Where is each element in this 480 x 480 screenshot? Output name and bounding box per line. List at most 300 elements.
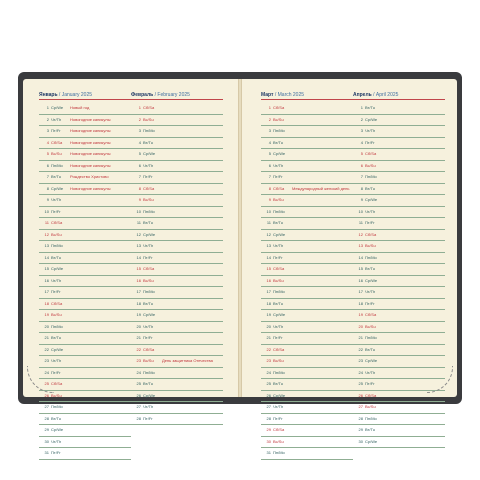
day-row — [39, 310, 131, 322]
day-row — [353, 253, 445, 265]
weekday-label: Ср/We — [51, 185, 64, 191]
day-row — [353, 276, 445, 288]
day-number: 6 — [46, 162, 49, 168]
day-number: 14 — [266, 254, 271, 260]
month-title-ru: Январь — [39, 92, 58, 98]
day-row — [353, 241, 445, 253]
day-row — [261, 276, 353, 288]
weekday-label: Сб/Sa — [143, 105, 155, 110]
day-number: 12 — [136, 231, 141, 237]
month-april — [353, 91, 445, 448]
holiday-note: Новогодние каникулы — [70, 151, 111, 156]
weekday-label: Чт/Th — [273, 162, 284, 168]
day-row — [39, 103, 131, 115]
day-row — [261, 310, 353, 322]
day-number: 11 — [358, 220, 363, 225]
weekday-label: Чт/Th — [365, 208, 376, 214]
day-row — [131, 126, 223, 138]
day-number: 27 — [136, 404, 141, 409]
day-number: 29 — [358, 427, 363, 432]
weekday-label: Ср/We — [143, 231, 156, 237]
day-row — [261, 115, 353, 127]
day-number: 3 — [268, 128, 271, 133]
day-row — [39, 241, 131, 253]
day-row — [39, 115, 131, 127]
day-row — [261, 425, 353, 437]
weekday-label: Чт/Th — [273, 404, 284, 409]
weekday-label: Чт/Th — [51, 116, 62, 122]
weekday-label: Вс/Su — [143, 116, 154, 122]
day-row — [353, 218, 445, 230]
day-number: 31 — [266, 450, 271, 455]
holiday-note: Рождество Христово — [70, 174, 109, 179]
day-row — [261, 184, 353, 196]
day-row — [353, 437, 445, 449]
day-row — [261, 368, 353, 380]
day-number: 6 — [138, 162, 141, 168]
day-row — [39, 299, 131, 311]
day-number: 2 — [268, 116, 271, 122]
weekday-label: Сб/Sa — [51, 300, 63, 306]
weekday-label: Сб/Sa — [273, 427, 285, 432]
weekday-label: Пн/Mo — [143, 128, 155, 133]
day-row — [131, 253, 223, 265]
weekday-label: Сб/Sa — [273, 346, 285, 352]
weekday-label: Вс/Su — [273, 116, 284, 122]
day-number: 23 — [266, 358, 271, 363]
weekday-label: Вт/Tu — [273, 139, 283, 145]
weekday-label: Ср/We — [273, 312, 286, 317]
day-row — [131, 322, 223, 334]
day-row — [261, 138, 353, 150]
weekday-label: Вс/Su — [143, 358, 154, 363]
day-number: 22 — [44, 346, 49, 352]
day-row — [39, 264, 131, 276]
month-title-ru: Март — [261, 92, 274, 98]
day-row — [353, 172, 445, 184]
holiday-note: Новогодние каникулы — [70, 139, 111, 145]
weekday-label: Пт/Fr — [273, 415, 283, 421]
day-number: 11 — [44, 220, 49, 225]
day-number: 9 — [138, 197, 141, 202]
day-row — [131, 333, 223, 345]
day-number: 20 — [44, 323, 49, 329]
day-number: 2 — [46, 116, 49, 122]
day-row — [353, 195, 445, 207]
day-number: 7 — [46, 174, 49, 179]
weekday-label: Пн/Mo — [143, 369, 155, 375]
day-row — [131, 161, 223, 173]
day-number: 23 — [136, 358, 141, 363]
month-rule — [261, 99, 353, 100]
day-row — [131, 218, 223, 230]
day-number: 21 — [136, 335, 141, 340]
weekday-label: Вс/Su — [273, 197, 284, 202]
weekday-label: Вт/Tu — [273, 300, 283, 306]
weekday-label: Пн/Mo — [51, 162, 63, 168]
day-number: 6 — [360, 162, 363, 168]
day-number: 18 — [136, 300, 141, 306]
weekday-label: Ср/We — [143, 151, 156, 156]
day-row — [261, 230, 353, 242]
holiday-note: Новый год — [70, 105, 90, 110]
weekday-label: Вс/Su — [365, 162, 376, 168]
month-heading: Апрель / April 2025 — [353, 92, 399, 98]
day-row — [131, 276, 223, 288]
weekday-label: Пт/Fr — [51, 450, 61, 455]
weekday-label: Ср/We — [273, 151, 286, 156]
holiday-note: Новогодние каникулы — [70, 116, 111, 122]
weekday-label: Сб/Sa — [143, 346, 155, 352]
weekday-label: Пн/Mo — [51, 404, 63, 409]
day-number: 1 — [360, 105, 363, 110]
day-number: 18 — [266, 300, 271, 306]
holiday-note: Новогодние каникулы — [70, 185, 111, 191]
day-number: 2 — [138, 116, 141, 122]
day-row — [353, 310, 445, 322]
weekday-label: Чт/Th — [143, 404, 154, 409]
weekday-label: Пт/Fr — [51, 208, 61, 214]
day-row — [353, 115, 445, 127]
weekday-label: Ср/We — [365, 116, 378, 122]
day-row — [261, 161, 353, 173]
month-rule — [353, 99, 445, 100]
day-number: 6 — [268, 162, 271, 168]
day-number: 2 — [360, 116, 363, 122]
day-number: 12 — [358, 231, 363, 237]
day-row — [131, 103, 223, 115]
day-number: 21 — [266, 335, 271, 340]
day-row — [39, 448, 131, 460]
day-row — [131, 172, 223, 184]
day-number: 16 — [136, 277, 141, 283]
weekday-label: Вт/Tu — [51, 335, 61, 340]
weekday-label: Ср/We — [273, 392, 286, 398]
weekday-label: Пт/Fr — [143, 174, 153, 179]
day-number: 3 — [360, 128, 363, 133]
day-row — [261, 287, 353, 299]
weekday-label: Пн/Mo — [51, 243, 63, 248]
month-title-ru: Февраль — [131, 92, 154, 98]
month-heading: Январь / January 2025 — [39, 92, 93, 98]
day-number: 13 — [266, 243, 271, 248]
day-row — [353, 287, 445, 299]
month-title-en: March 2025 — [277, 92, 305, 98]
month-march — [261, 91, 353, 460]
day-number: 29 — [266, 427, 271, 432]
day-row — [261, 322, 353, 334]
weekday-label: Пн/Mo — [365, 415, 377, 421]
day-number: 26 — [136, 392, 141, 398]
weekday-label: Вт/Tu — [365, 266, 375, 271]
day-row — [39, 253, 131, 265]
day-row — [261, 172, 353, 184]
day-number: 7 — [268, 174, 271, 179]
day-row — [131, 356, 223, 368]
weekday-label: Вс/Su — [143, 277, 154, 283]
weekday-label: Вт/Tu — [143, 300, 153, 306]
day-number: 28 — [266, 415, 271, 421]
weekday-label: Вс/Su — [51, 312, 62, 317]
day-row — [261, 379, 353, 391]
day-row — [261, 103, 353, 115]
weekday-label: Сб/Sa — [273, 105, 285, 110]
day-number: 24 — [44, 369, 49, 375]
weekday-label: Пн/Mo — [273, 289, 285, 294]
day-row — [261, 299, 353, 311]
day-row — [353, 207, 445, 219]
day-row — [131, 138, 223, 150]
month-rule — [131, 99, 223, 100]
weekday-label: Чт/Th — [51, 277, 62, 283]
day-row — [131, 230, 223, 242]
day-row — [131, 402, 223, 414]
day-number: 14 — [44, 254, 49, 260]
day-number: 22 — [266, 346, 271, 352]
day-row — [353, 322, 445, 334]
day-row — [261, 448, 353, 460]
day-row — [261, 149, 353, 161]
month-title-en: February 2025 — [157, 92, 190, 98]
weekday-label: Пт/Fr — [273, 335, 283, 340]
weekday-label: Вт/Tu — [143, 220, 153, 225]
weekday-label: Вс/Su — [51, 231, 62, 237]
day-list — [39, 103, 131, 460]
weekday-label: Вс/Su — [51, 151, 62, 156]
day-row — [131, 368, 223, 380]
weekday-label: Вт/Tu — [51, 415, 61, 421]
day-row — [131, 115, 223, 127]
day-row — [39, 333, 131, 345]
weekday-label: Вс/Su — [273, 438, 284, 444]
day-row — [131, 149, 223, 161]
day-number: 25 — [358, 381, 363, 386]
weekday-label: Пт/Fr — [273, 174, 283, 179]
day-number: 19 — [44, 312, 49, 317]
weekday-label: Сб/Sa — [365, 312, 377, 317]
day-row — [39, 207, 131, 219]
month-title-ru: Апрель — [353, 92, 372, 98]
day-number: 11 — [266, 220, 271, 225]
weekday-label: Вс/Su — [273, 277, 284, 283]
day-row — [131, 287, 223, 299]
weekday-label: Пн/Mo — [143, 208, 155, 214]
day-number: 8 — [360, 185, 363, 191]
day-row — [261, 356, 353, 368]
weekday-label: Чт/Th — [51, 358, 62, 363]
weekday-label: Сб/Sa — [51, 220, 63, 225]
day-number: 24 — [266, 369, 271, 375]
day-row — [261, 333, 353, 345]
day-row — [39, 195, 131, 207]
day-number: 25 — [136, 381, 141, 386]
day-row — [261, 218, 353, 230]
weekday-label: Вс/Su — [365, 243, 376, 248]
weekday-label: Чт/Th — [143, 323, 154, 329]
day-number: 8 — [46, 185, 49, 191]
day-number: 20 — [136, 323, 141, 329]
day-row — [261, 207, 353, 219]
weekday-label: Пт/Fr — [143, 415, 153, 421]
weekday-label: Пт/Fr — [365, 381, 375, 386]
day-number: 5 — [268, 151, 271, 156]
weekday-label: Чт/Th — [365, 289, 376, 294]
weekday-label: Сб/Sa — [51, 381, 63, 386]
holiday-note: Новогодние каникулы — [70, 162, 111, 168]
day-row — [261, 253, 353, 265]
weekday-label: Ср/We — [273, 231, 286, 237]
weekday-label: Пт/Fr — [273, 254, 283, 260]
day-number: 30 — [358, 438, 363, 444]
weekday-label: Вт/Tu — [365, 105, 375, 110]
day-number: 14 — [358, 254, 363, 260]
day-number: 28 — [136, 415, 141, 421]
day-row — [261, 264, 353, 276]
day-row — [39, 345, 131, 357]
day-row — [261, 402, 353, 414]
weekday-label: Сб/Sa — [365, 231, 377, 237]
weekday-label: Вс/Su — [51, 392, 62, 398]
day-row — [353, 149, 445, 161]
month-title-en: April 2025 — [375, 92, 399, 98]
day-row — [39, 184, 131, 196]
day-row — [39, 138, 131, 150]
weekday-label: Вс/Su — [365, 323, 376, 329]
day-list — [261, 103, 353, 460]
weekday-label: Пн/Mo — [273, 369, 285, 375]
day-number: 23 — [358, 358, 363, 363]
weekday-label: Пт/Fr — [143, 335, 153, 340]
weekday-label: Пн/Mo — [51, 323, 63, 329]
weekday-label: Ср/We — [143, 392, 156, 398]
day-number: 18 — [358, 300, 363, 306]
day-row — [131, 379, 223, 391]
day-number: 10 — [358, 208, 363, 214]
weekday-label: Чт/Th — [273, 323, 284, 329]
day-number: 25 — [44, 381, 49, 386]
day-number: 8 — [268, 185, 271, 191]
weekday-label: Ср/We — [143, 312, 156, 317]
day-row — [39, 287, 131, 299]
month-february — [131, 91, 223, 425]
day-row — [353, 414, 445, 426]
day-number: 1 — [268, 105, 271, 110]
month-heading: Март / March 2025 — [261, 92, 305, 98]
day-row — [131, 345, 223, 357]
day-number: 22 — [136, 346, 141, 352]
weekday-label: Пт/Fr — [51, 289, 61, 294]
day-number: 17 — [136, 289, 141, 294]
day-number: 16 — [44, 277, 49, 283]
day-number: 15 — [44, 266, 49, 271]
day-number: 9 — [268, 197, 271, 202]
day-row — [131, 241, 223, 253]
weekday-label: Ср/We — [365, 438, 378, 444]
day-number: 23 — [44, 358, 49, 363]
weekday-label: Пт/Fr — [51, 128, 61, 133]
day-number: 24 — [136, 369, 141, 375]
day-row — [261, 345, 353, 357]
day-row — [39, 402, 131, 414]
weekday-label: Сб/Sa — [143, 185, 155, 191]
day-number: 4 — [268, 139, 271, 145]
day-row — [261, 241, 353, 253]
day-number: 4 — [46, 139, 49, 145]
day-number: 7 — [138, 174, 141, 179]
weekday-label: Сб/Sa — [365, 151, 377, 156]
day-number: 5 — [360, 151, 363, 156]
day-row — [131, 391, 223, 403]
day-row — [353, 230, 445, 242]
day-row — [261, 391, 353, 403]
day-row — [39, 425, 131, 437]
weekday-label: Пт/Fr — [365, 300, 375, 306]
day-number: 8 — [138, 185, 141, 191]
day-number: 26 — [358, 392, 363, 398]
weekday-label: Ср/We — [365, 358, 378, 363]
day-number: 28 — [44, 415, 49, 421]
day-number: 27 — [358, 404, 363, 409]
day-row — [353, 345, 445, 357]
day-number: 3 — [46, 128, 49, 133]
day-row — [39, 126, 131, 138]
day-number: 30 — [44, 438, 49, 444]
day-row — [131, 310, 223, 322]
weekday-label: Вт/Tu — [51, 174, 61, 179]
day-row — [39, 149, 131, 161]
holiday-note: Новогодние каникулы — [70, 128, 111, 133]
day-number: 27 — [266, 404, 271, 409]
weekday-label: Пн/Mo — [365, 335, 377, 340]
holiday-note: День защитника Отечества — [162, 358, 213, 363]
weekday-label: Сб/Sa — [51, 139, 63, 145]
day-number: 10 — [44, 208, 49, 214]
day-number: 25 — [266, 381, 271, 386]
weekday-label: Пт/Fr — [365, 220, 375, 225]
month-heading: Февраль / February 2025 — [131, 92, 190, 98]
day-row — [39, 230, 131, 242]
day-row — [353, 161, 445, 173]
day-number: 26 — [266, 392, 271, 398]
day-row — [353, 103, 445, 115]
weekday-label: Пн/Mo — [273, 128, 285, 133]
weekday-label: Чт/Th — [51, 438, 62, 444]
weekday-label: Ср/We — [51, 427, 64, 432]
day-number: 15 — [358, 266, 363, 271]
weekday-label: Вс/Su — [273, 358, 284, 363]
day-number: 4 — [138, 139, 141, 145]
weekday-label: Вт/Tu — [143, 139, 153, 145]
weekday-label: Пт/Fr — [143, 254, 153, 260]
weekday-label: Чт/Th — [273, 243, 284, 248]
weekday-label: Чт/Th — [143, 162, 154, 168]
weekday-label: Ср/We — [51, 346, 64, 352]
holiday-note: Международный женский день — [292, 185, 350, 191]
weekday-label: Чт/Th — [365, 369, 376, 375]
day-number: 19 — [136, 312, 141, 317]
day-number: 12 — [266, 231, 271, 237]
weekday-label: Пт/Fr — [51, 369, 61, 375]
day-number: 13 — [136, 243, 141, 248]
day-number: 17 — [44, 289, 49, 294]
weekday-label: Пн/Mo — [273, 208, 285, 214]
day-number: 27 — [44, 404, 49, 409]
weekday-label: Вт/Tu — [365, 185, 375, 191]
day-number: 13 — [44, 243, 49, 248]
weekday-label: Ср/We — [51, 266, 64, 271]
day-number: 21 — [44, 335, 49, 340]
day-row — [39, 276, 131, 288]
